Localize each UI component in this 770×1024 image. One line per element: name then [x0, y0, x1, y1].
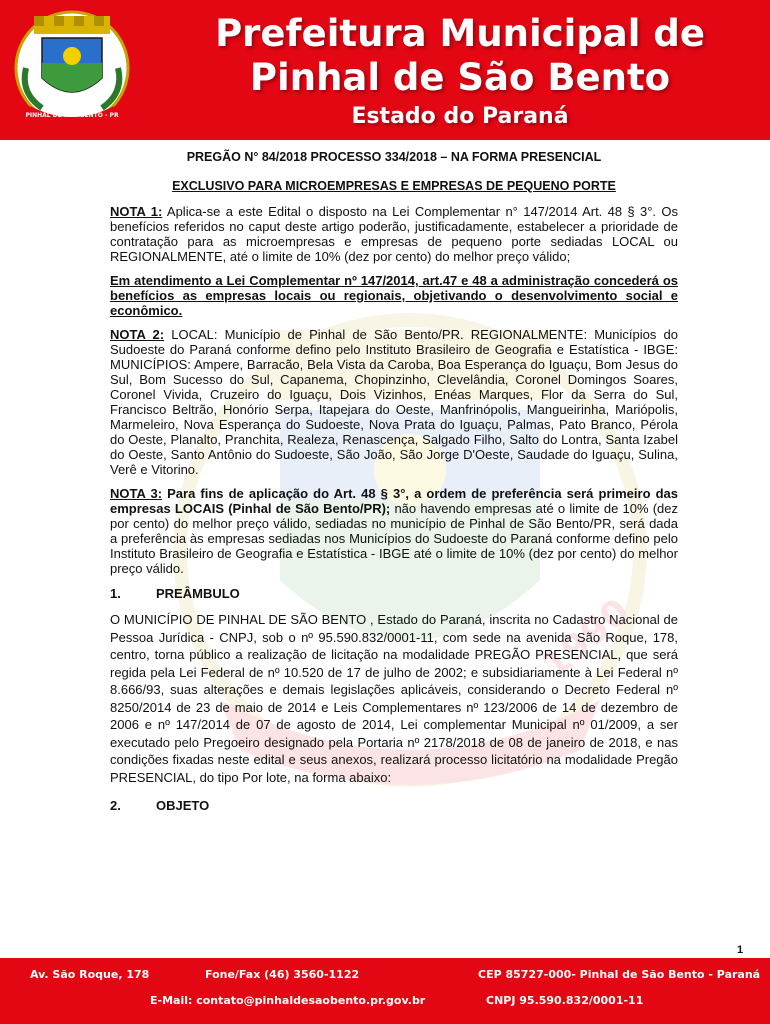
header-title-line1: Prefeitura Municipal de: [215, 12, 705, 55]
section-1-title: PREÂMBULO: [156, 586, 240, 601]
section-2-heading: [110, 798, 678, 813]
nota-2-label: NOTA 2:: [110, 327, 165, 342]
preambulo-text: O MUNICÍPIO DE PINHAL DE SÃO BENTO , Estado do Paraná, inscrita no Cadastro Nacional de Pessoa Jurídica - CNPJ, sob o nº 95.590.832/0001-11, com sede na avenida São Roque, 178, centro, torna público a realização de licitação na modalidade PREGÃO PRESENCIAL, que será regida pela Lei Federal de nº 10.520 de 17 de julho de 2002; e subsidiariamente à Lei Federal nº 8.666/93, suas alterações e demais legislações aplicáveis, considerando o Decreto Federal nº 8250/2014 de 23 de maio de 2014 e Leis Complementares nº 123/2006 de 14 de dezembro de 2006 e nº 147/2014 de 07 de agosto de 2014, Lei complementar Municipal nº 01/2009, a ser executado pelo Pregoeiro designado pela Portaria nº 2178/2018 de 08 de janeiro de 2018, e nas condições fixadas neste edital e seus anexos, realizará processo licitatório na modalidade Pregão PRESENCIAL, do tipo Por lote, na forma abaixo:: [110, 612, 678, 785]
section-2-title: OBJETO: [156, 798, 210, 813]
header-title-line2: Pinhal de São Bento: [249, 56, 671, 99]
footer-cep: CEP 85727-000- Pinhal de São Bento - Paraná: [478, 968, 761, 981]
municipal-crest-icon: [12, 8, 132, 128]
nota-2: [110, 327, 678, 477]
header-state: Estado do Paraná: [351, 104, 569, 129]
footer-email: E-Mail: contato@pinhaldesaobento.pr.gov.br: [150, 994, 426, 1007]
document-title: PREGÃO N° 84/2018 PROCESSO 334/2018 – NA FORMA PRESENCIAL: [186, 150, 602, 164]
crest-label: PINHAL DE SÃO BENTO - PR: [25, 112, 119, 119]
nota-2-text: LOCAL: Município de Pinhal de São Bento/PR. REGIONALMENTE: Municípios do Sudoeste do Paraná conforme defino pelo Instituto Brasileiro de Geografia e Estatística - IBGE: MUNICÍPIOS: Ampere, Barracão, Bela Vista da Caroba, Boa Esperança do Iguaçu, Bom Jesus do Sul, Bom Sucesso do Sul, Capanema, Chopinzinho, Clevelândia, Coronel Domingos Soares, Coronel Vivida, Cruzeiro do Iguaçu, Dois Vizinhos, Enéas Marques, Flor da Serra do Sul, Francisco Beltrão, Honório Serpa, Itapejara do Oeste, Manfrinópolis, Mangueirinha, Mariópolis, Marmeleiro, Nova Esperança do Sudoeste, Nova Prata do Iguaçu, Palmas, Pato Branco, Pérola do Oeste, Planalto, Pranchita, Realeza, Renascença, Salgado Filho, Salto do Lontra, Santa Izabel do Oeste, Santo Antônio do Sudoeste, São João, São Jorge D'Oeste, Saudade do Iguaçu, Sulina, Verê e Vitorino.: [110, 327, 678, 477]
footer-address: Av. São Roque, 178: [30, 968, 150, 981]
watermark-year: 1990: [534, 591, 638, 687]
nota-1-text: Aplica-se a este Edital o disposto na Lei Complementar n° 147/2014 Art. 48 § 3°. Os benefícios referidos no caput deste artigo poderão, justificadamente, estabelecer a prioridade de contratação para as microempresas e empresas de pequeno porte sediadas LOCAL ou REGIONALMENTE, até o limite de 10% (dez por cento) do melhor preço válido;: [110, 204, 678, 264]
section-1-number: 1.: [110, 586, 121, 601]
document-body: [110, 150, 678, 823]
nota-1: [110, 204, 678, 264]
nota-1-label: NOTA 1:: [110, 204, 163, 219]
document-subtitle: EXCLUSIVO PARA MICROEMPRESAS E EMPRESAS DE PEQUENO PORTE: [172, 179, 616, 193]
nota-3-bold: Para fins de aplicação do Art. 48 § 3°, a ordem de preferência será primeiro das empresas LOCAIS (Pinhal de São Bento/PR);: [110, 486, 678, 516]
nota-3: [110, 486, 678, 576]
section-1-heading: [110, 586, 678, 601]
nota-3-text: não havendo empresas até o limite de 10% (dez por cento) do melhor preço válido, sediadas no município de Pinhal de São Bento/PR, será dada a preferência às empresas sediadas nos Municípios do Sudoeste do Paraná conforme defino pelo Instituto Brasileiro de Geografia e Estatística - IBGE até o limite de 10% (dez por cento) do melhor preço válido.: [110, 501, 678, 576]
section-2-number: 2.: [110, 798, 121, 813]
nota-1-highlight: Em atendimento a Lei Complementar nº 147/2014, art.47 e 48 a administração concederá os benefícios as empresas locais ou regionais, objetivando o desenvolvimento social e econômico.: [110, 273, 678, 318]
letterhead-header: [0, 0, 770, 140]
footer-phone: Fone/Fax (46) 3560-1122: [205, 968, 360, 981]
page-number: 1: [737, 944, 744, 956]
footer-cnpj: CNPJ 95.590.832/0001-11: [486, 994, 644, 1007]
nota-3-label: NOTA 3:: [110, 486, 163, 501]
letterhead-footer: [0, 958, 770, 1024]
